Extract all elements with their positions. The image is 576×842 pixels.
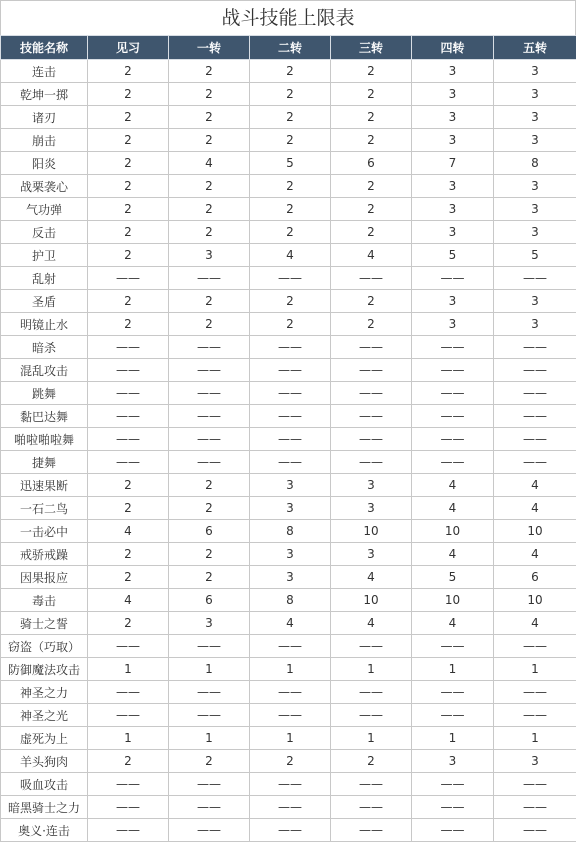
skill-cap-cell: —— — [169, 359, 250, 382]
skill-name-cell: 混乱攻击 — [1, 359, 88, 382]
skill-name-cell: 崩击 — [1, 129, 88, 152]
skill-cap-cell: 2 — [250, 290, 331, 313]
skill-name-cell: 暗杀 — [1, 336, 88, 359]
skill-cap-cell: —— — [494, 819, 576, 842]
table-row — [1, 336, 576, 359]
skill-cap-cell: —— — [88, 382, 169, 405]
skill-cap-cell: 4 — [331, 244, 412, 267]
skill-name-cell: 护卫 — [1, 244, 88, 267]
skill-cap-cell: 3 — [412, 60, 494, 83]
skill-cap-cell: 3 — [331, 543, 412, 566]
table-row — [1, 83, 576, 106]
skill-name-cell: 黏巴达舞 — [1, 405, 88, 428]
table-row — [1, 428, 576, 451]
table-row — [1, 382, 576, 405]
table-row — [1, 543, 576, 566]
skill-cap-cell: 10 — [412, 520, 494, 543]
skill-cap-cell: —— — [169, 267, 250, 290]
skill-cap-cell: 2 — [250, 175, 331, 198]
table-row — [1, 106, 576, 129]
skill-cap-cell: —— — [331, 773, 412, 796]
skill-cap-cell: 1 — [494, 727, 576, 750]
skill-name-cell: 窃盗（巧取） — [1, 635, 88, 658]
skill-cap-cell: —— — [331, 451, 412, 474]
skill-cap-cell: —— — [88, 796, 169, 819]
skill-name-cell: 骑士之誓 — [1, 612, 88, 635]
skill-cap-cell: 2 — [250, 750, 331, 773]
skill-cap-cell: 3 — [250, 497, 331, 520]
skill-cap-cell: 2 — [169, 543, 250, 566]
skill-cap-cell: 3 — [494, 221, 576, 244]
skill-name-cell: 羊头狗肉 — [1, 750, 88, 773]
table-row — [1, 796, 576, 819]
skill-cap-cell: 3 — [331, 474, 412, 497]
column-header-tier: 三转 — [331, 36, 412, 60]
table-row — [1, 244, 576, 267]
skill-name-cell: 阳炎 — [1, 152, 88, 175]
skill-cap-cell: 2 — [88, 244, 169, 267]
skill-cap-cell: —— — [331, 336, 412, 359]
skill-cap-cell: 2 — [88, 290, 169, 313]
table-row — [1, 359, 576, 382]
skill-cap-cell: 10 — [494, 520, 576, 543]
skill-cap-cell: 2 — [250, 106, 331, 129]
table-row — [1, 175, 576, 198]
skill-cap-cell: 2 — [250, 313, 331, 336]
table-row — [1, 198, 576, 221]
skill-cap-cell: —— — [331, 704, 412, 727]
skill-cap-cell: 1 — [169, 727, 250, 750]
skill-cap-cell: —— — [494, 451, 576, 474]
skill-cap-cell: —— — [412, 336, 494, 359]
skill-cap-cell: —— — [331, 267, 412, 290]
skill-cap-cell: 2 — [88, 221, 169, 244]
skill-cap-cell: 1 — [88, 727, 169, 750]
skill-cap-cell: —— — [494, 681, 576, 704]
skill-cap-cell: 5 — [412, 244, 494, 267]
table-row — [1, 520, 576, 543]
skill-cap-cell: 5 — [412, 566, 494, 589]
skill-cap-cell: —— — [169, 796, 250, 819]
skill-cap-cell: 2 — [169, 566, 250, 589]
skill-cap-cell: 3 — [250, 543, 331, 566]
skill-cap-cell: 8 — [494, 152, 576, 175]
skill-cap-cell: —— — [412, 704, 494, 727]
table-row — [1, 658, 576, 681]
skill-cap-cell: —— — [494, 428, 576, 451]
skill-name-cell: 神圣之力 — [1, 681, 88, 704]
skill-cap-cell: 4 — [88, 520, 169, 543]
skill-cap-cell: —— — [331, 681, 412, 704]
column-header-tier: 二转 — [250, 36, 331, 60]
skill-cap-cell: 3 — [494, 313, 576, 336]
skill-cap-cell: 2 — [88, 129, 169, 152]
skill-cap-cell: —— — [169, 382, 250, 405]
skill-cap-cell: 7 — [412, 152, 494, 175]
skill-cap-cell: —— — [88, 681, 169, 704]
skill-cap-cell: —— — [169, 451, 250, 474]
skill-cap-cell: 3 — [494, 83, 576, 106]
skill-cap-cell: 2 — [331, 313, 412, 336]
skill-cap-cell: 2 — [331, 175, 412, 198]
table-row — [1, 635, 576, 658]
skill-name-cell: 乱射 — [1, 267, 88, 290]
skill-cap-cell: 2 — [169, 474, 250, 497]
skill-cap-cell: 3 — [412, 198, 494, 221]
skill-cap-cell: 2 — [169, 198, 250, 221]
skill-cap-cell: —— — [169, 336, 250, 359]
table-row — [1, 589, 576, 612]
table-row — [1, 612, 576, 635]
skill-cap-cell: —— — [169, 704, 250, 727]
skill-cap-cell: —— — [88, 405, 169, 428]
skill-cap-cell: 2 — [331, 106, 412, 129]
skill-cap-cell: —— — [88, 704, 169, 727]
skill-cap-cell: 1 — [331, 727, 412, 750]
skill-cap-cell: 1 — [494, 658, 576, 681]
skill-cap-cell: —— — [331, 635, 412, 658]
skill-cap-cell: 2 — [169, 83, 250, 106]
skill-name-cell: 虚死为上 — [1, 727, 88, 750]
skill-cap-cell: 4 — [169, 152, 250, 175]
skill-cap-cell: —— — [250, 382, 331, 405]
skill-cap-cell: 1 — [169, 658, 250, 681]
skill-cap-cell: —— — [88, 428, 169, 451]
skill-cap-cell: 2 — [169, 129, 250, 152]
skill-cap-cell: —— — [250, 451, 331, 474]
skill-cap-cell: —— — [494, 704, 576, 727]
skill-cap-cell: 5 — [494, 244, 576, 267]
skill-cap-cell: 3 — [412, 106, 494, 129]
skill-cap-cell: 3 — [494, 198, 576, 221]
skill-cap-cell: —— — [412, 819, 494, 842]
skill-cap-cell: —— — [169, 681, 250, 704]
skill-cap-cell: 4 — [494, 543, 576, 566]
table-row — [1, 313, 576, 336]
skill-cap-cell: 4 — [412, 612, 494, 635]
skill-cap-cell: —— — [412, 451, 494, 474]
skill-cap-cell: 3 — [250, 566, 331, 589]
skill-cap-cell: —— — [88, 773, 169, 796]
skill-cap-cell: —— — [250, 359, 331, 382]
column-header-tier: 四转 — [412, 36, 494, 60]
skill-cap-cell: 2 — [331, 290, 412, 313]
skill-cap-cell: 3 — [412, 221, 494, 244]
table-row — [1, 221, 576, 244]
skill-name-cell: 啪啦啪啦舞 — [1, 428, 88, 451]
skill-cap-cell: —— — [250, 819, 331, 842]
skill-cap-cell: 6 — [494, 566, 576, 589]
skill-cap-cell: —— — [331, 796, 412, 819]
skill-cap-cell: 2 — [169, 497, 250, 520]
skill-cap-cell: —— — [412, 773, 494, 796]
skill-cap-cell: 1 — [88, 658, 169, 681]
skill-name-cell: 一石二鸟 — [1, 497, 88, 520]
skill-name-cell: 明镜止水 — [1, 313, 88, 336]
skill-cap-cell: 1 — [250, 727, 331, 750]
skill-cap-cell: 4 — [494, 497, 576, 520]
skill-cap-cell: 3 — [412, 175, 494, 198]
skill-cap-cell: —— — [412, 382, 494, 405]
skill-cap-cell: 2 — [169, 750, 250, 773]
skill-cap-cell: 2 — [88, 612, 169, 635]
skill-cap-cell: 4 — [88, 589, 169, 612]
skill-cap-cell: 3 — [494, 60, 576, 83]
skill-name-cell: 防御魔法攻击 — [1, 658, 88, 681]
skill-cap-cell: 2 — [88, 175, 169, 198]
skill-cap-cell: 4 — [412, 543, 494, 566]
skill-cap-cell: —— — [250, 681, 331, 704]
skill-cap-cell: —— — [331, 428, 412, 451]
column-header-tier: 见习 — [88, 36, 169, 60]
skill-name-cell: 反击 — [1, 221, 88, 244]
skill-name-cell: 乾坤一掷 — [1, 83, 88, 106]
skill-cap-cell: 3 — [250, 474, 331, 497]
skill-cap-cell: 3 — [494, 750, 576, 773]
skill-cap-cell: 3 — [169, 612, 250, 635]
skill-name-cell: 毒击 — [1, 589, 88, 612]
skill-cap-cell: —— — [250, 405, 331, 428]
skill-name-cell: 气功弹 — [1, 198, 88, 221]
skill-cap-cell: 2 — [331, 83, 412, 106]
skill-cap-cell: —— — [412, 267, 494, 290]
skill-cap-cell: 1 — [412, 727, 494, 750]
skill-cap-cell: —— — [169, 405, 250, 428]
skill-cap-cell: 2 — [88, 474, 169, 497]
skill-cap-cell: —— — [88, 359, 169, 382]
skill-cap-cell: 5 — [250, 152, 331, 175]
skill-cap-cell: —— — [88, 336, 169, 359]
skill-name-cell: 连击 — [1, 60, 88, 83]
skill-name-cell: 因果报应 — [1, 566, 88, 589]
skill-cap-cell: —— — [412, 796, 494, 819]
skill-cap-cell: 8 — [250, 520, 331, 543]
skill-cap-cell: 3 — [494, 175, 576, 198]
skill-cap-cell: —— — [412, 428, 494, 451]
skill-cap-cell: 2 — [331, 60, 412, 83]
skill-name-cell: 一击必中 — [1, 520, 88, 543]
skill-cap-cell: 2 — [169, 60, 250, 83]
skill-cap-cell: 4 — [250, 244, 331, 267]
skill-cap-cell: 2 — [331, 129, 412, 152]
table-row — [1, 152, 576, 175]
skill-cap-cell: —— — [88, 635, 169, 658]
table-row — [1, 474, 576, 497]
skill-cap-cell: 2 — [250, 221, 331, 244]
skill-cap-cell: —— — [412, 405, 494, 428]
skill-cap-cell: 6 — [169, 520, 250, 543]
skill-cap-cell: 10 — [412, 589, 494, 612]
table-row — [1, 727, 576, 750]
skill-cap-cell: 3 — [412, 313, 494, 336]
skill-cap-cell: 3 — [412, 750, 494, 773]
table-row — [1, 129, 576, 152]
table-row — [1, 451, 576, 474]
skill-cap-cell: —— — [169, 773, 250, 796]
skill-cap-cell: 3 — [412, 129, 494, 152]
column-header-skill-name: 技能名称 — [1, 36, 88, 60]
skill-cap-cell: —— — [250, 336, 331, 359]
skill-cap-cell: 4 — [494, 612, 576, 635]
skill-cap-cell: 3 — [331, 497, 412, 520]
skill-cap-cell: 1 — [412, 658, 494, 681]
skill-cap-cell: 2 — [250, 60, 331, 83]
skill-cap-cell: 6 — [169, 589, 250, 612]
skill-cap-cell: —— — [250, 704, 331, 727]
table-row — [1, 566, 576, 589]
skill-cap-cell: 4 — [494, 474, 576, 497]
skill-cap-cell: 1 — [331, 658, 412, 681]
table-header — [1, 36, 576, 60]
skill-cap-cell: 2 — [88, 543, 169, 566]
skill-cap-cell: —— — [494, 796, 576, 819]
skill-cap-cell: 10 — [331, 589, 412, 612]
skill-cap-cell: 3 — [169, 244, 250, 267]
skill-cap-cell: 2 — [250, 129, 331, 152]
skill-cap-cell: —— — [494, 382, 576, 405]
skill-cap-cell: —— — [169, 819, 250, 842]
skill-cap-cell: 3 — [412, 83, 494, 106]
skill-name-cell: 圣盾 — [1, 290, 88, 313]
skill-cap-cell: —— — [494, 773, 576, 796]
skill-cap-cell: 2 — [88, 313, 169, 336]
skill-cap-cell: 2 — [250, 198, 331, 221]
table-row — [1, 267, 576, 290]
skill-cap-cell: 2 — [250, 83, 331, 106]
skill-name-cell: 捷舞 — [1, 451, 88, 474]
page-title: 战斗技能上限表 — [0, 0, 576, 35]
skill-cap-cell: —— — [494, 267, 576, 290]
skill-cap-cell: 2 — [88, 152, 169, 175]
skill-cap-cell: 2 — [88, 60, 169, 83]
skill-cap-cell: 3 — [412, 290, 494, 313]
skill-cap-cell: —— — [494, 336, 576, 359]
table-row — [1, 681, 576, 704]
skill-name-cell: 诸刃 — [1, 106, 88, 129]
skill-cap-cell: —— — [331, 819, 412, 842]
skill-cap-cell: 2 — [169, 106, 250, 129]
skill-name-cell: 神圣之光 — [1, 704, 88, 727]
skill-cap-cell: 2 — [331, 750, 412, 773]
table-row — [1, 497, 576, 520]
skill-name-cell: 吸血攻击 — [1, 773, 88, 796]
skill-cap-cell: —— — [412, 359, 494, 382]
skill-cap-cell: —— — [250, 428, 331, 451]
skill-cap-cell: 2 — [169, 290, 250, 313]
skill-cap-cell: —— — [494, 405, 576, 428]
column-header-tier: 五转 — [494, 36, 576, 60]
skill-cap-cell: 2 — [88, 566, 169, 589]
skill-cap-cell: 2 — [88, 198, 169, 221]
table-row — [1, 60, 576, 83]
skill-cap-cell: —— — [169, 428, 250, 451]
skill-cap-cell: 6 — [331, 152, 412, 175]
skill-cap-cell: 4 — [412, 474, 494, 497]
table-row — [1, 704, 576, 727]
skill-cap-cell: —— — [412, 635, 494, 658]
skill-cap-table — [0, 35, 576, 842]
skill-cap-cell: —— — [250, 635, 331, 658]
skill-cap-cell: —— — [494, 359, 576, 382]
skill-cap-cell: —— — [88, 819, 169, 842]
skill-cap-cell: —— — [250, 773, 331, 796]
skill-cap-cell: 2 — [331, 221, 412, 244]
skill-cap-cell: —— — [250, 796, 331, 819]
skill-cap-cell: 2 — [331, 198, 412, 221]
skill-cap-cell: —— — [169, 635, 250, 658]
skill-cap-cell: 2 — [169, 313, 250, 336]
skill-name-cell: 暗黑骑士之力 — [1, 796, 88, 819]
skill-name-cell: 迅速果断 — [1, 474, 88, 497]
skill-cap-cell: —— — [250, 267, 331, 290]
skill-name-cell: 跳舞 — [1, 382, 88, 405]
skill-cap-cell: 2 — [88, 83, 169, 106]
column-header-tier: 一转 — [169, 36, 250, 60]
skill-cap-cell: —— — [88, 451, 169, 474]
skill-cap-cell: 10 — [494, 589, 576, 612]
skill-name-cell: 戒骄戒躁 — [1, 543, 88, 566]
header-row — [1, 36, 576, 60]
skill-cap-cell: 1 — [250, 658, 331, 681]
skill-cap-cell: 4 — [250, 612, 331, 635]
skill-cap-cell: —— — [412, 681, 494, 704]
skill-cap-cell: 4 — [412, 497, 494, 520]
skill-cap-cell: 4 — [331, 566, 412, 589]
skill-cap-cell: 4 — [331, 612, 412, 635]
skill-cap-cell: 2 — [88, 106, 169, 129]
skill-cap-cell: 2 — [88, 750, 169, 773]
skill-cap-cell: —— — [494, 635, 576, 658]
skill-cap-cell: —— — [88, 267, 169, 290]
table-row — [1, 405, 576, 428]
skill-cap-cell: —— — [331, 405, 412, 428]
table-row — [1, 773, 576, 796]
skill-cap-cell: —— — [331, 359, 412, 382]
skill-cap-cell: 3 — [494, 290, 576, 313]
skill-cap-cell: 3 — [494, 129, 576, 152]
skill-name-cell: 奥义·连击 — [1, 819, 88, 842]
table-body — [1, 60, 576, 842]
table-row — [1, 819, 576, 842]
skill-cap-cell: —— — [331, 382, 412, 405]
skill-cap-cell: 2 — [88, 497, 169, 520]
skill-cap-cell: 2 — [169, 175, 250, 198]
skill-name-cell: 战栗袭心 — [1, 175, 88, 198]
skill-cap-cell: 8 — [250, 589, 331, 612]
table-row — [1, 750, 576, 773]
skill-cap-cell: 2 — [169, 221, 250, 244]
skill-cap-cell: 10 — [331, 520, 412, 543]
table-row — [1, 290, 576, 313]
skill-cap-cell: 3 — [494, 106, 576, 129]
